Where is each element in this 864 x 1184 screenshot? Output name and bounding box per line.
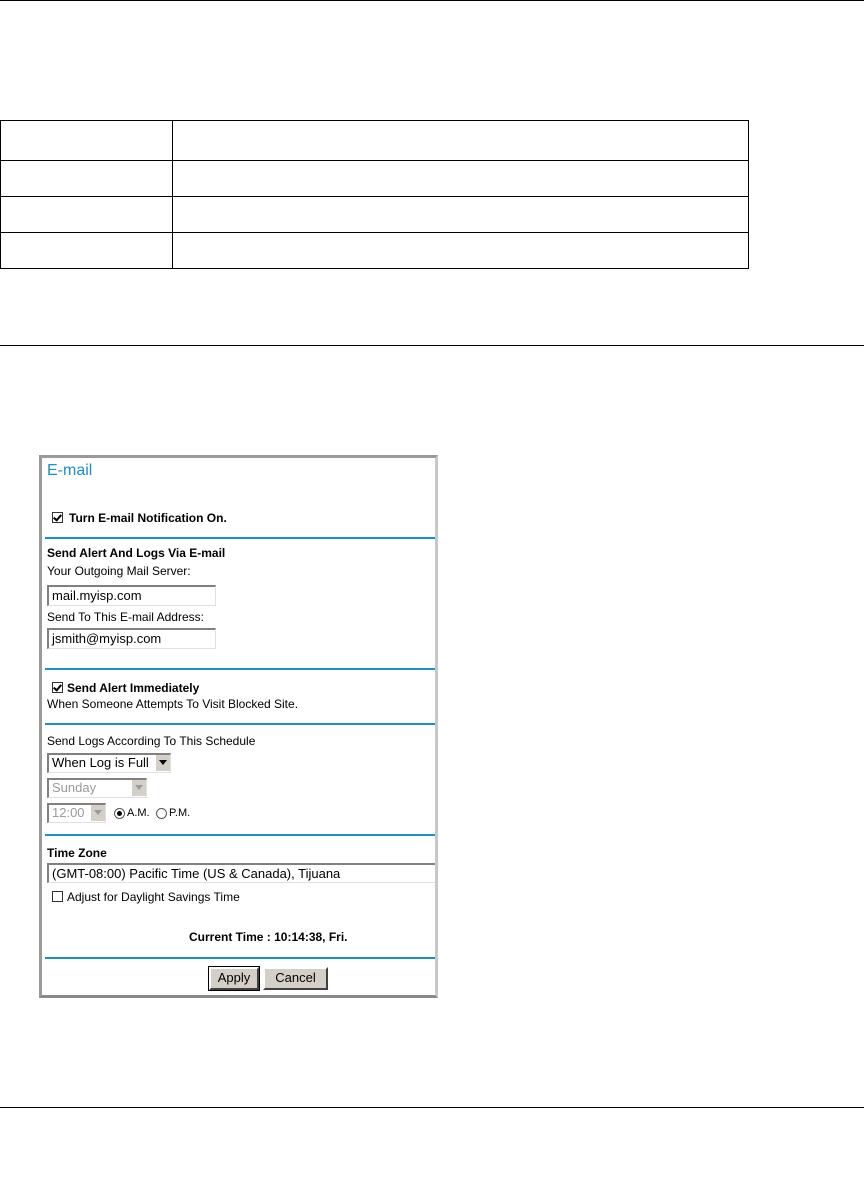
timezone-select-value: (GMT-08:00) Pacific Time (US & Canada), Tijuana — [52, 866, 341, 881]
send-alert-description: When Someone Attempts To Visit Blocked Site. — [47, 697, 299, 711]
dst-checkbox[interactable] — [52, 891, 63, 902]
section-divider — [45, 537, 435, 539]
time-select-value: 12:00 — [52, 805, 85, 820]
send-section-heading: Send Alert And Logs Via E-mail — [47, 546, 226, 560]
section-divider — [45, 834, 435, 836]
dst-label: Adjust for Daylight Savings Time — [67, 890, 240, 904]
table-row — [1, 233, 749, 269]
bottom-rule — [0, 1107, 864, 1108]
section-divider — [45, 668, 435, 670]
email-notification-label: Turn E-mail Notification On. — [69, 511, 227, 525]
email-notification-checkbox[interactable] — [52, 512, 63, 523]
cancel-button[interactable]: Cancel — [263, 967, 328, 990]
schedule-label: Send Logs According To This Schedule — [47, 734, 256, 748]
chevron-down-icon[interactable] — [131, 780, 146, 796]
table-row — [1, 197, 749, 233]
top-rule — [0, 0, 864, 1]
table-row — [1, 121, 749, 161]
timezone-heading: Time Zone — [47, 846, 107, 860]
outgoing-server-label: Your Outgoing Mail Server: — [47, 564, 191, 578]
table-row — [1, 161, 749, 197]
schedule-select[interactable] — [47, 753, 171, 773]
apply-button[interactable]: Apply — [209, 967, 259, 990]
am-label: A.M. — [127, 807, 150, 819]
middle-rule — [0, 345, 864, 346]
time-select[interactable] — [47, 803, 106, 823]
am-radio[interactable] — [114, 808, 125, 819]
timezone-select[interactable] — [47, 863, 438, 883]
chevron-down-icon[interactable] — [90, 805, 105, 821]
panel-title: E-mail — [47, 462, 93, 479]
day-select[interactable] — [47, 778, 147, 798]
outgoing-server-input[interactable]: mail.myisp.com — [47, 585, 216, 606]
pm-label: P.M. — [169, 807, 191, 819]
current-time: Current Time : 10:14:38, Fri. — [189, 930, 348, 944]
empty-table — [0, 120, 749, 269]
send-to-input[interactable]: jsmith@myisp.com — [47, 628, 216, 649]
day-select-value: Sunday — [52, 780, 97, 795]
section-divider — [45, 723, 435, 725]
email-settings-panel — [39, 455, 438, 998]
pm-radio[interactable] — [156, 808, 167, 819]
schedule-select-value: When Log is Full — [52, 755, 149, 770]
send-to-label: Send To This E-mail Address: — [47, 610, 204, 624]
send-alert-label: Send Alert Immediately — [67, 681, 200, 695]
chevron-down-icon[interactable] — [155, 755, 170, 771]
send-alert-checkbox[interactable] — [52, 682, 63, 693]
section-divider — [45, 957, 435, 959]
